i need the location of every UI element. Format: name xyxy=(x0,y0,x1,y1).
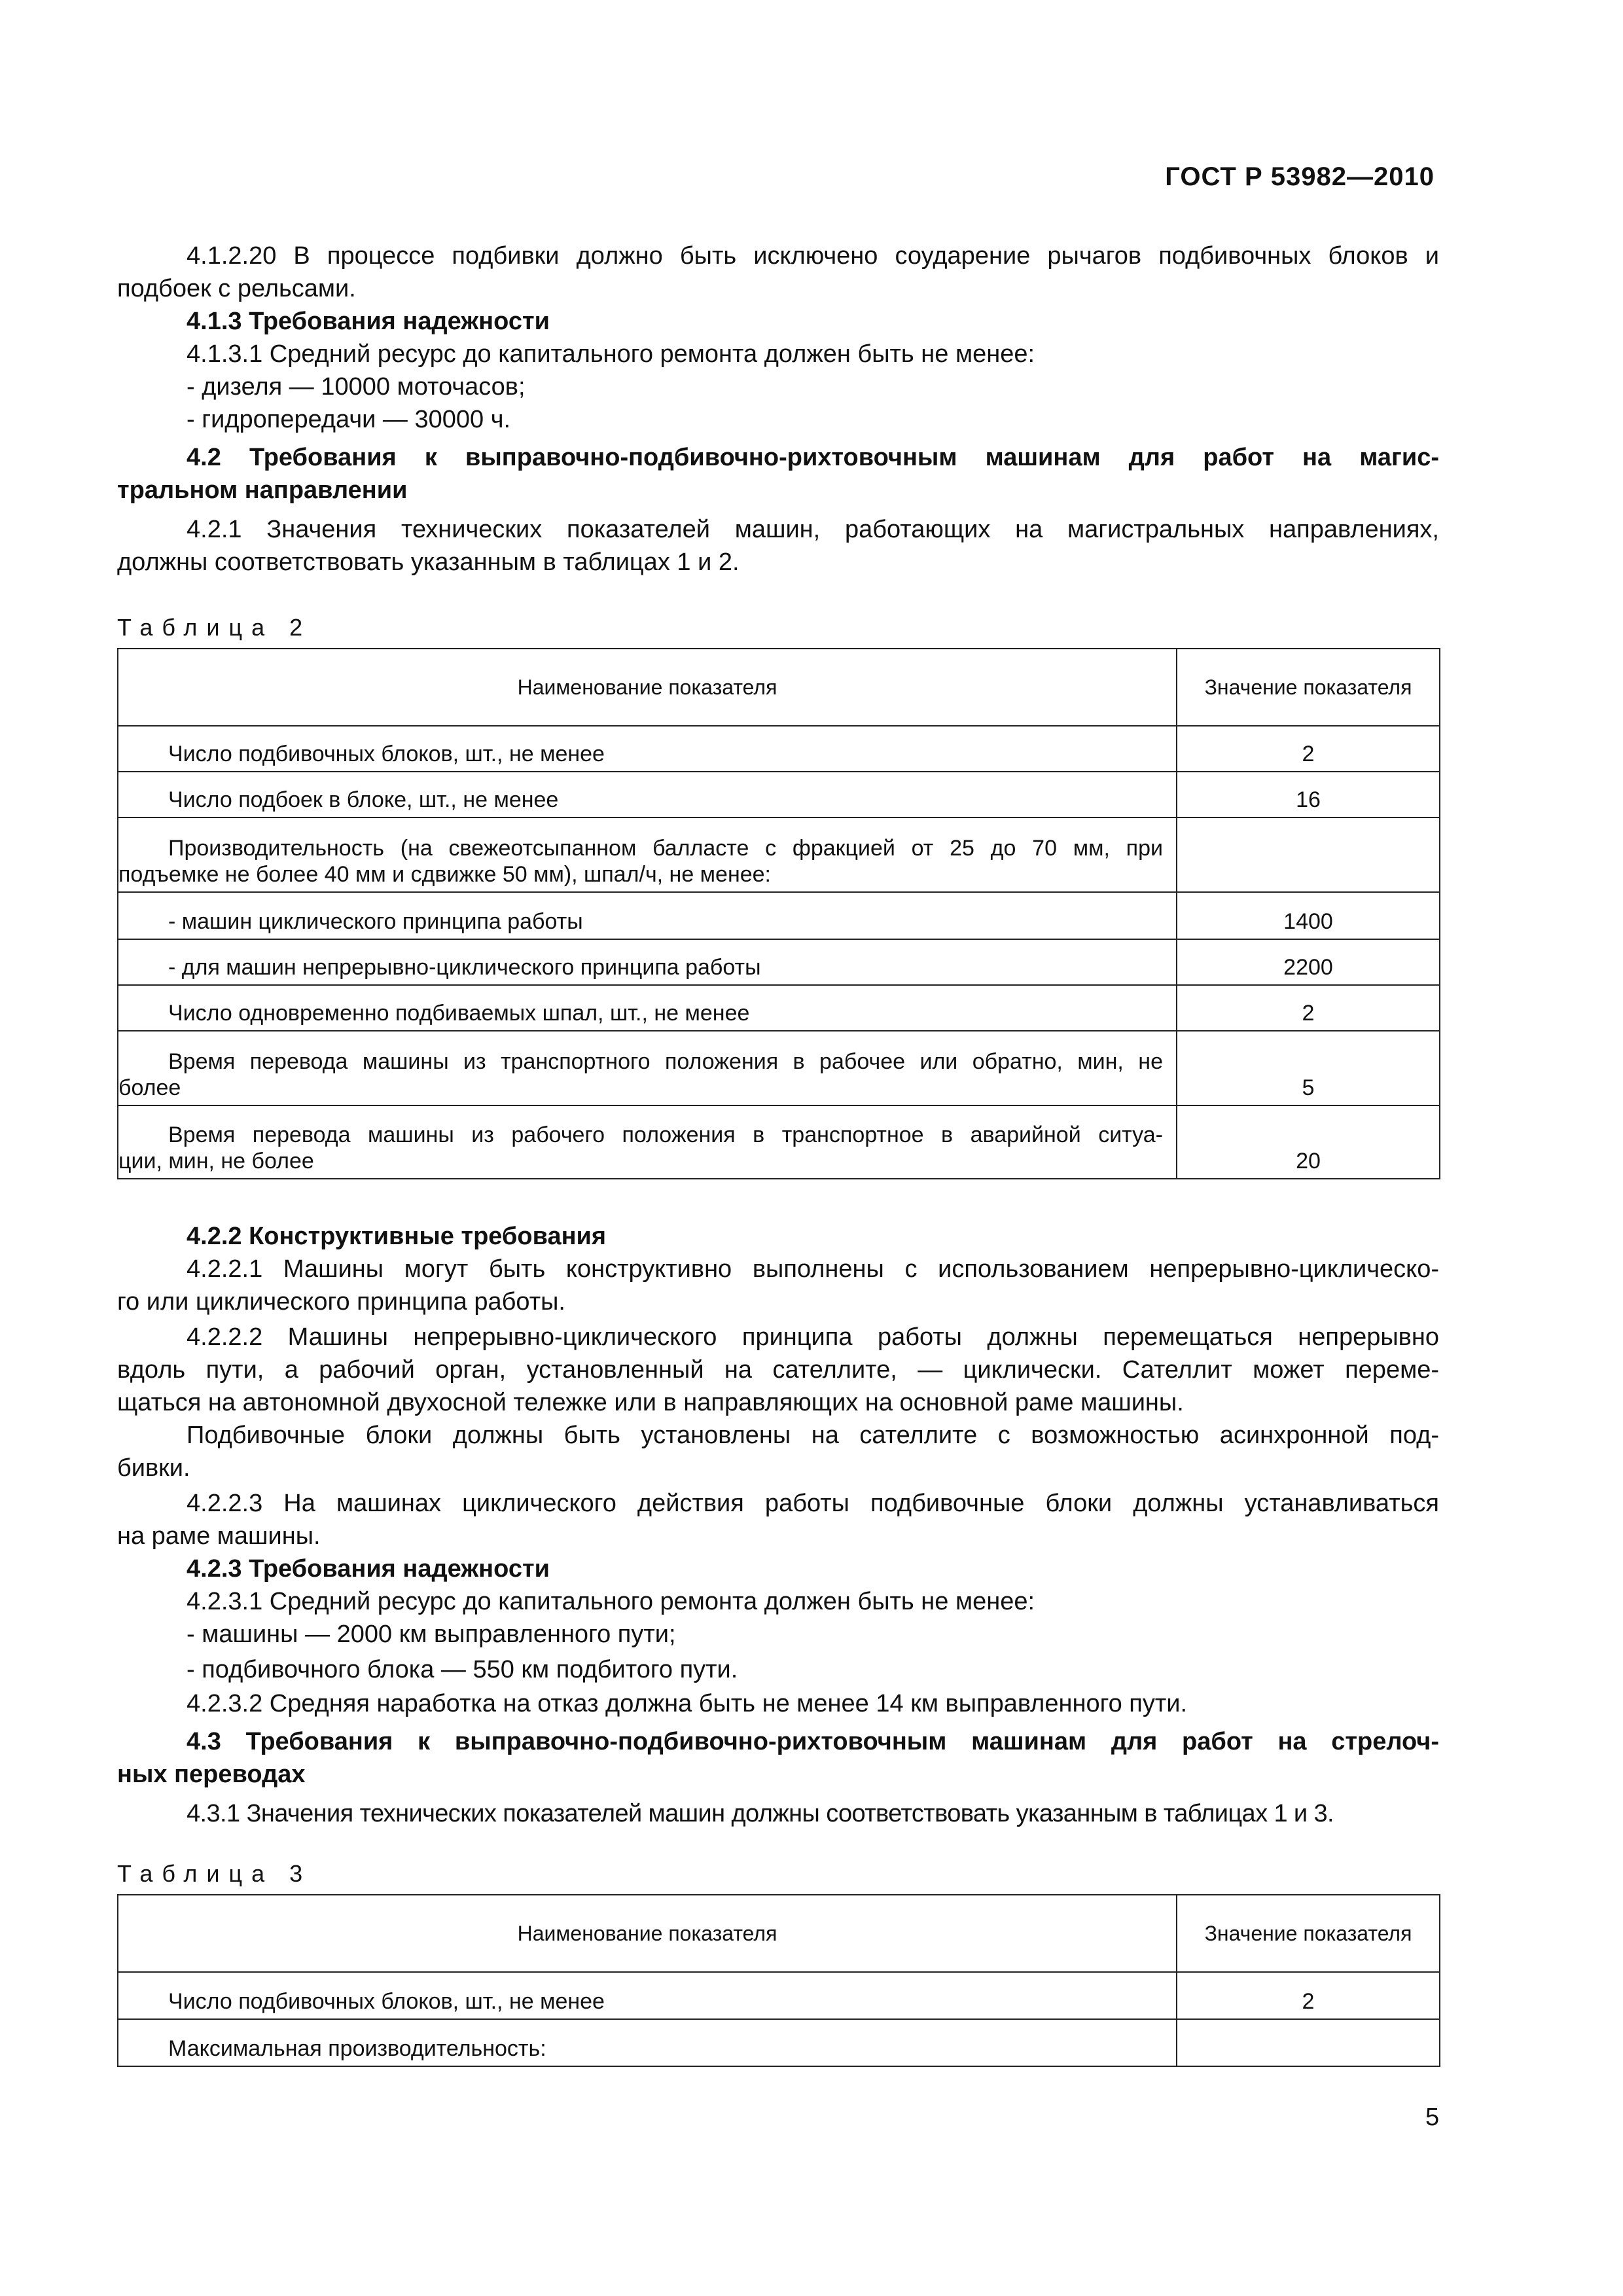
table-row xyxy=(118,726,1440,772)
indicator-name: Число подбивочных блоков, шт., не менее xyxy=(118,726,1177,772)
table-row xyxy=(118,2019,1440,2066)
section-heading: ных переводах xyxy=(117,1761,306,1788)
indicator-value: 1400 xyxy=(1177,892,1440,939)
paragraph-line: подбоек с рельсами. xyxy=(117,275,356,302)
indicator-name-line: Время перевода машины из рабочего положения в транспортное в аварийной ситуа- xyxy=(168,1122,1163,1147)
table-row xyxy=(118,1972,1440,2019)
paragraph-line: 4.2.2.1 Машины могут быть конструктивно выполнены с использованием непрерывно-циклическо- xyxy=(187,1255,1439,1283)
list-item: - гидропередачи — 30000 ч. xyxy=(187,406,511,433)
column-header-name: Наименование показателя xyxy=(118,649,1177,726)
indicator-name: Число одновременно подбиваемых шпал, шт., не менее xyxy=(118,985,1177,1031)
indicator-name: Число подбоек в блоке, шт., не менее xyxy=(118,772,1177,817)
indicator-name: - для машин непрерывно-циклического принципа работы xyxy=(118,939,1177,985)
indicator-name xyxy=(118,1031,1177,1105)
indicator-value: 16 xyxy=(1177,772,1440,817)
list-item: - машины — 2000 км выправленного пути; xyxy=(187,1621,676,1648)
table-row xyxy=(118,985,1440,1031)
indicator-value: 2200 xyxy=(1177,939,1440,985)
paragraph-line: щаться на автономной двухосной тележке или в направляющих на основной раме машины. xyxy=(117,1389,1184,1416)
table-header-row xyxy=(118,1895,1440,1972)
indicator-value: 2 xyxy=(1177,726,1440,772)
table-row xyxy=(118,817,1440,892)
paragraph-line: го или циклического принципа работы. xyxy=(117,1288,565,1316)
indicator-name-line: Время перевода машины из транспортного положения в рабочее или обратно, мин, не xyxy=(168,1049,1163,1074)
section-heading: 4.2.3 Требования надежности xyxy=(187,1555,550,1583)
paragraph-line: 4.2.2.3 На машинах циклического действия работы подбивочные блоки должны устанавливаться xyxy=(187,1490,1439,1517)
column-header-value: Значение показателя xyxy=(1177,1895,1440,1972)
table-2 xyxy=(117,648,1440,1179)
indicator-name-line: ции, мин, не более xyxy=(118,1149,314,1174)
indicator-name-line: более xyxy=(118,1075,181,1100)
table-row xyxy=(118,772,1440,817)
table-caption: Таблица 3 xyxy=(117,1860,312,1887)
section-heading: тральном направлении xyxy=(117,476,408,504)
table-row xyxy=(118,1031,1440,1105)
paragraph-line: 4.2.3.2 Средняя наработка на отказ должна быть не менее 14 км выправленного пути. xyxy=(187,1690,1188,1717)
indicator-name: Максимальная производительность: xyxy=(118,2019,1177,2066)
indicator-value xyxy=(1177,2019,1440,2066)
table-caption: Таблица 2 xyxy=(117,614,312,641)
table-row xyxy=(118,939,1440,985)
paragraph-line: 4.2.1 Значения технических показателей машин, работающих на магистральных направлениях, xyxy=(187,516,1439,543)
paragraph-line: на раме машины. xyxy=(117,1522,321,1550)
indicator-name-line: подъемке не более 40 мм и сдвижке 50 мм), шпал/ч, не менее: xyxy=(118,862,772,887)
paragraph-line: бивки. xyxy=(117,1454,190,1482)
paragraph-line: вдоль пути, а рабочий орган, установленный на сателлите, — циклически. Сателлит может переме- xyxy=(117,1356,1439,1384)
paragraph-line: 4.1.3.1 Средний ресурс до капитального ремонта должен быть не менее: xyxy=(187,340,1035,368)
indicator-value: 5 xyxy=(1177,1031,1440,1105)
column-header-name: Наименование показателя xyxy=(118,1895,1177,1972)
indicator-value: 2 xyxy=(1177,985,1440,1031)
indicator-value: 2 xyxy=(1177,1972,1440,2019)
list-item: - подбивочного блока — 550 км подбитого пути. xyxy=(187,1656,738,1683)
section-heading: 4.1.3 Требования надежности xyxy=(187,308,550,335)
document-code: ГОСТ Р 53982—2010 xyxy=(1165,162,1435,191)
table-row xyxy=(118,892,1440,939)
table-3 xyxy=(117,1894,1440,2067)
paragraph-line: 4.3.1 Значения технических показателей машин должны соответствовать указанным в таблицах 1 и 3. xyxy=(187,1800,1334,1827)
section-heading: 4.2 Требования к выправочно-подбивочно-рихтовочным машинам для работ на магис- xyxy=(187,444,1439,471)
paragraph-line: 4.1.2.20 В процессе подбивки должно быть исключено соударение рычагов подбивочных блоков и xyxy=(187,242,1439,270)
table-header-row xyxy=(118,649,1440,726)
page-number: 5 xyxy=(1425,2104,1440,2131)
indicator-name xyxy=(118,817,1177,892)
paragraph-line: Подбивочные блоки должны быть установлены на сателлите с возможностью асинхронной под- xyxy=(187,1422,1439,1449)
paragraph-line: должны соответствовать указанным в таблицах 1 и 2. xyxy=(117,548,740,576)
indicator-value: 20 xyxy=(1177,1105,1440,1179)
indicator-name-line: Производительность (на свежеотсыпанном балласте с фракцией от 25 до 70 мм, при xyxy=(168,836,1163,861)
section-heading: 4.2.2 Конструктивные требования xyxy=(187,1223,607,1250)
section-heading: 4.3 Требования к выправочно-подбивочно-рихтовочным машинам для работ на стрелоч- xyxy=(187,1728,1439,1755)
indicator-name: - машин циклического принципа работы xyxy=(118,892,1177,939)
indicator-name: Число подбивочных блоков, шт., не менее xyxy=(118,1972,1177,2019)
table-row xyxy=(118,1105,1440,1179)
indicator-value xyxy=(1177,817,1440,892)
column-header-value: Значение показателя xyxy=(1177,649,1440,726)
indicator-name xyxy=(118,1105,1177,1179)
paragraph-line: 4.2.3.1 Средний ресурс до капитального ремонта должен быть не менее: xyxy=(187,1588,1035,1615)
list-item: - дизеля — 10000 моточасов; xyxy=(187,373,526,401)
paragraph-line: 4.2.2.2 Машины непрерывно-циклического принципа работы должны перемещаться непрерывно xyxy=(187,1323,1439,1351)
